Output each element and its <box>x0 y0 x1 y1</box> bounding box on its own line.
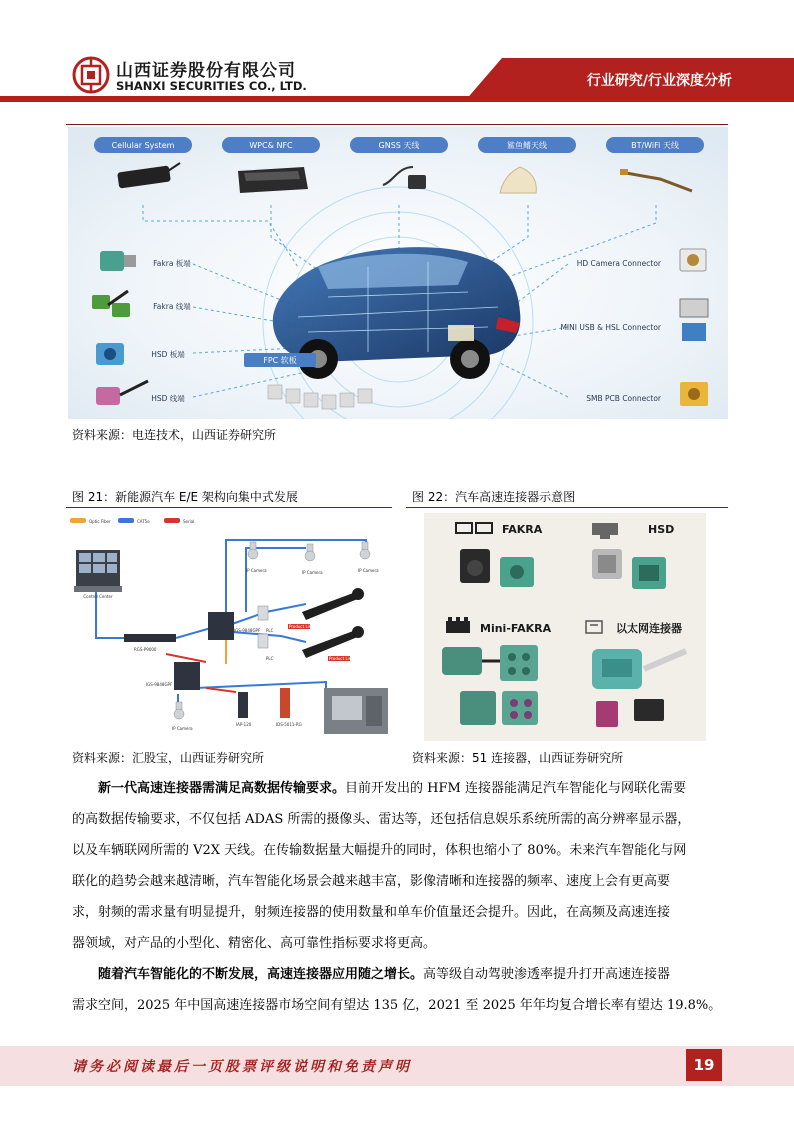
label-plc-1: PLC <box>266 628 274 633</box>
igs-switch-2-icon <box>174 662 200 690</box>
label-ip-camera-4: IP Camera <box>172 726 193 731</box>
hsd-board-end-icon <box>96 343 124 365</box>
page-number: 19 <box>686 1049 722 1081</box>
label-plc-2: PLC <box>266 656 274 661</box>
figure22-caption: 图 22：汽车高速连接器示意图 <box>412 490 576 504</box>
right-label-hd-camera: HD Camera Connector <box>576 259 661 268</box>
figure21-network-diagram <box>66 512 392 742</box>
company-name-cn: 山西证券股份有限公司 <box>116 61 296 81</box>
paragraph-2-line-1: 高等级自动驾驶渗透率提升打开高速连接器 <box>423 967 671 982</box>
fpc-label: FPC 软板 <box>263 356 297 365</box>
control-center-icon <box>74 550 122 592</box>
title-fakra: FAKRA <box>502 523 543 536</box>
hd-camera-connector-icon <box>680 249 706 271</box>
top-label-shark-fin: 鲨鱼鳍天线 <box>507 141 547 150</box>
left-label-hsd-cable: HSD 线端 <box>151 394 185 403</box>
rgs-switch-icon <box>124 634 176 642</box>
paragraph-1-line-5: 求，射频的需求量有明显提升，射频连接器的使用数量和单车价值量还会提升。因此，在高频及高速连接 <box>72 905 671 920</box>
plc-2-icon <box>258 634 268 648</box>
right-label-smb-pcb: SMB PCB Connector <box>586 394 661 403</box>
company-name-en: SHANXI SECURITIES CO., LTD. <box>116 79 307 93</box>
figure21-caption: 图 21：新能源汽车 E/E 架构向集中式发展 <box>72 490 298 504</box>
paragraph-1-line-2: 的高数据传输要求，不仅包括 ADAS 所需的摄像头、雷达等，还包括信息娱乐系统所需的高分辨率显示器， <box>72 812 691 827</box>
label-product-line-1: Product Line <box>289 624 314 629</box>
figure21-caption-rule <box>66 507 392 508</box>
ids-device-icon <box>280 688 290 718</box>
title-hsd: HSD <box>648 523 675 536</box>
plc-1-icon <box>258 606 268 620</box>
iap-access-point-icon <box>238 692 248 718</box>
label-igs-2: IGS-9848GPF <box>146 682 173 687</box>
label-rgs: RGS-P9000 <box>134 647 157 652</box>
left-label-fakra-cable: Fakra 线端 <box>153 302 191 311</box>
figure22-connector-diagram <box>424 513 706 741</box>
igs-switch-1-icon <box>208 612 234 640</box>
figure21-source: 资料来源：汇股宝，山西证券研究所 <box>72 751 265 765</box>
top-rule <box>66 124 728 125</box>
label-ip-camera-3: IP Camera <box>358 568 379 573</box>
title-mini-fakra: Mini-FAKRA <box>480 622 552 635</box>
top-label-bt-wifi: BT/WiFi 天线 <box>631 141 679 150</box>
footer-disclaimer: 请务必阅读最后一页股票评级说明和免责声明 <box>72 1059 412 1075</box>
label-ids: IDS-5011-RG <box>276 722 302 727</box>
smb-pcb-connector-icon <box>680 382 708 406</box>
right-label-mini-usb: MINI USB & HSL Connector <box>560 323 661 332</box>
car-connector-diagram <box>68 127 728 419</box>
paragraph-1-line-1: 目前开发出的 HFM 连接器能满足汽车智能化与网联化需要 <box>345 781 686 796</box>
paragraph-1-line-3: 以及车辆联网所需的 V2X 天线。在传输数据量大幅提升的同时，体积也缩小了 80%。未来汽车智能化与网 <box>72 843 687 858</box>
top-label-gnss: GNSS 天线 <box>378 141 420 150</box>
legend-optic-fiber: Optic Fiber <box>89 519 111 524</box>
figure22-source: 资料来源：51 连接器，山西证券研究所 <box>412 751 624 765</box>
paragraph-1-line-6: 器领域，对产品的小型化、精密化、高可靠性指标要求将更高。 <box>72 936 437 951</box>
label-iap: IAP-120 <box>236 722 252 727</box>
legend-cat5e: CAT5e <box>137 519 150 524</box>
paragraph-1-line-4: 联化的趋势会越来越清晰，汽车智能化场景会越来越丰富，影像清晰和连接器的频率、速度上会有更高要 <box>72 874 671 889</box>
legend-serial: Serial <box>183 519 195 524</box>
title-ethernet: 以太网连接器 <box>616 622 682 635</box>
figure-top-source: 资料来源：电连技术，山西证券研究所 <box>72 428 277 442</box>
label-control-center: Control Center <box>83 594 113 599</box>
mini-fakra-symbol-icon <box>446 617 470 633</box>
label-ip-camera-1: IP Camera <box>246 568 267 573</box>
paragraph-2-line-2: 需求空间，2025 年中国高速连接器市场空间有望达 135 亿，2021 至 2025 年年均复合增长率有望达 19.8%。 <box>72 998 722 1013</box>
report-type-tag: 行业研究/行业深度分析 <box>586 73 732 89</box>
left-label-fakra-board: Fakra 板端 <box>153 259 191 268</box>
label-ip-camera-2: IP Camera <box>302 570 323 575</box>
wpc-nfc-module-icon <box>238 167 308 193</box>
label-igs-1: IGS-9848GPF <box>234 628 261 633</box>
left-label-hsd-board: HSD 板端 <box>151 350 185 359</box>
paragraph-1-lead: 新一代高速连接器需满足高数据传输要求。 <box>98 781 346 796</box>
paragraph-1 <box>72 773 728 959</box>
cnc-machine-icon <box>324 688 388 734</box>
top-label-cellular: Cellular System <box>111 141 175 150</box>
paragraph-2-lead: 随着汽车智能化的不断发展，高速连接器应用随之增长。 <box>98 967 424 982</box>
top-label-wpc-nfc: WPC& NFC <box>249 141 293 150</box>
paragraph-2 <box>72 959 728 1021</box>
label-product-line-2: Product Line <box>329 656 354 661</box>
figure22-caption-rule <box>406 507 728 508</box>
